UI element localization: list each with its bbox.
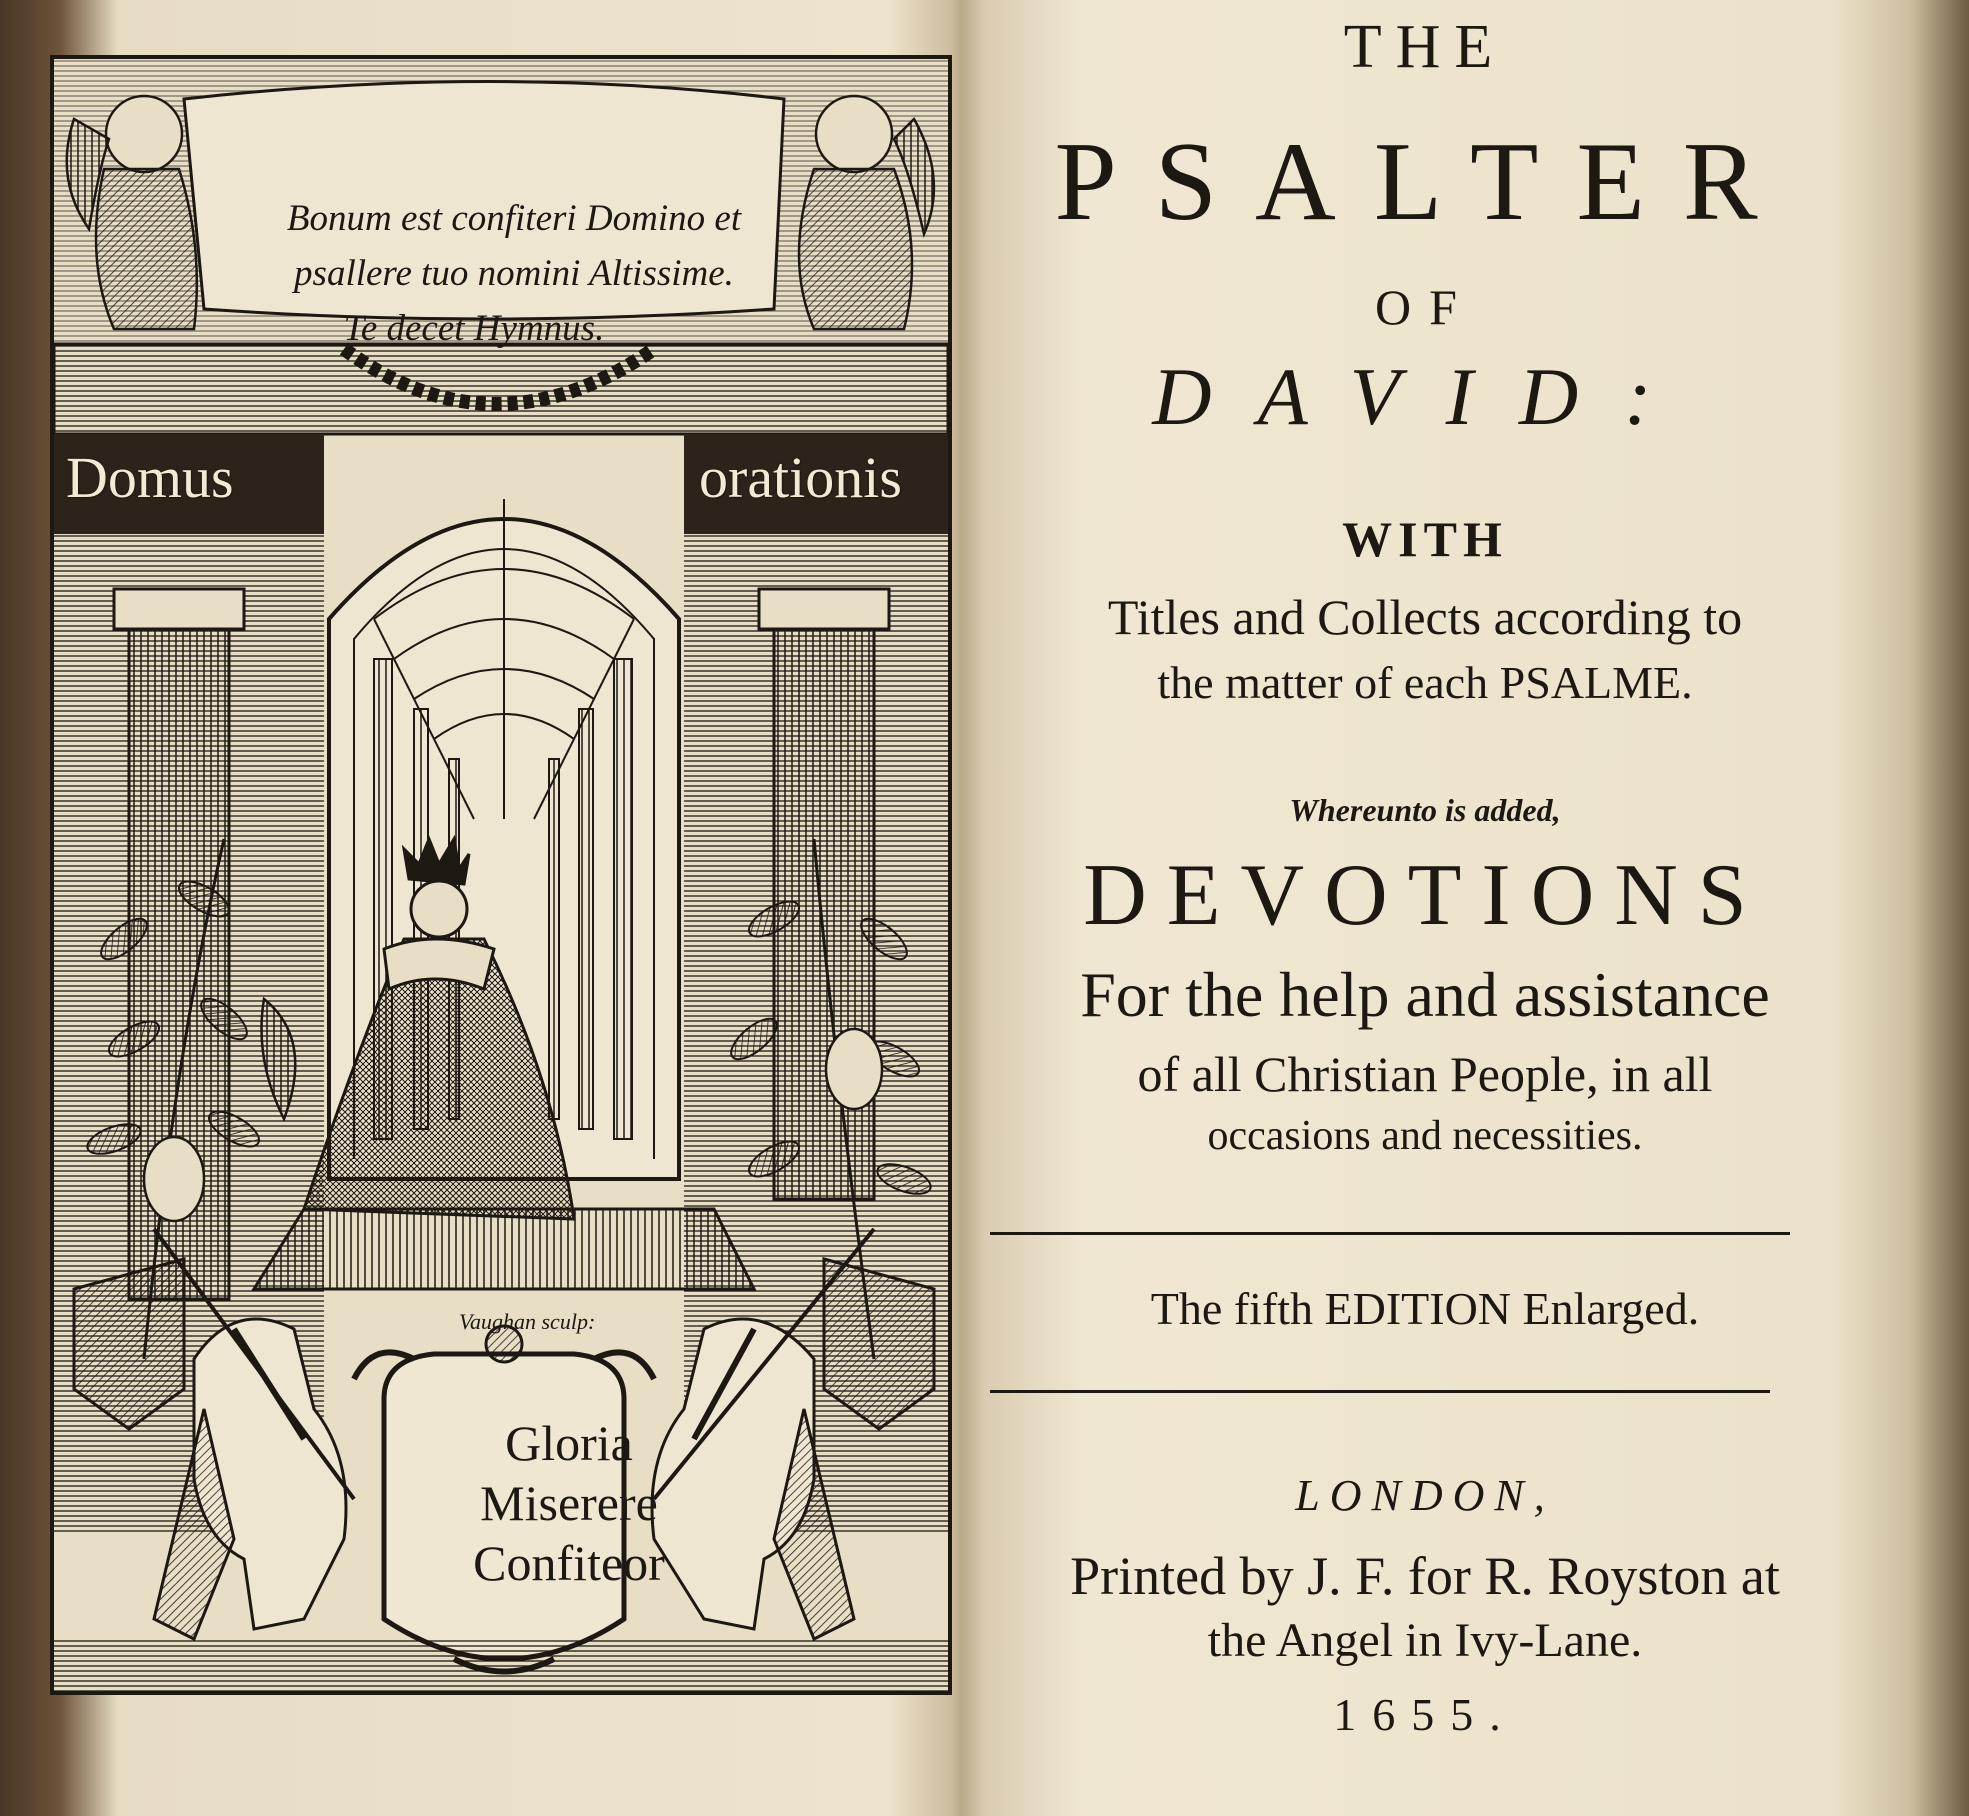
engraver-signature: Vaughan sculp: <box>459 1309 596 1334</box>
title-page <box>955 0 1895 1816</box>
title-devotions: DEVOTIONS <box>1083 847 1767 944</box>
whereunto-line: Whereunto is added, <box>1289 792 1561 828</box>
title-with: WITH <box>1342 511 1508 567</box>
imprint-printer-line-2: the Angel in Ivy-Lane. <box>1207 1614 1643 1667</box>
title-the: THE <box>1343 13 1507 81</box>
banner-line-3: Te decet Hymnus. <box>343 308 605 349</box>
engraved-banner <box>219 137 809 377</box>
purpose-line-2: of all Christian People, in all <box>1137 1046 1713 1102</box>
title-psalter: PSALTER <box>1054 120 1796 244</box>
title-david: DAVID: <box>1152 351 1698 442</box>
title-of: OF <box>1375 279 1475 335</box>
cartouche-line-2: Miserere <box>480 1475 658 1531</box>
imprint-year: 1655. <box>1333 1689 1517 1740</box>
edition-line: The fifth EDITION Enlarged. <box>1150 1283 1700 1334</box>
imprint-place: LONDON, <box>1295 1471 1555 1520</box>
purpose-line-3: occasions and necessities. <box>1207 1113 1643 1159</box>
arch-inscription-right: orationis <box>699 445 902 510</box>
frontispiece-engraving <box>50 55 952 1695</box>
subtitle-line-1: Titles and Collects according to <box>1107 589 1743 645</box>
arch-inscription-left: Domus <box>66 445 234 510</box>
purpose-line-1: For the help and assistance <box>1080 959 1770 1030</box>
banner-line-2: psallere tuo nomini Altissime. <box>294 253 734 294</box>
subtitle-line-2: the matter of each PSALME. <box>1157 657 1693 708</box>
lower-rule <box>990 1390 1770 1393</box>
cartouche-line-3: Confiteor <box>473 1535 665 1591</box>
imprint-printer-line-1: Printed by J. F. for R. Royston at <box>1070 1546 1780 1606</box>
upper-rule <box>990 1232 1790 1235</box>
cartouche-line-1: Gloria <box>505 1415 633 1471</box>
banner-line-1: Bonum est confiteri Domino et <box>286 198 742 239</box>
